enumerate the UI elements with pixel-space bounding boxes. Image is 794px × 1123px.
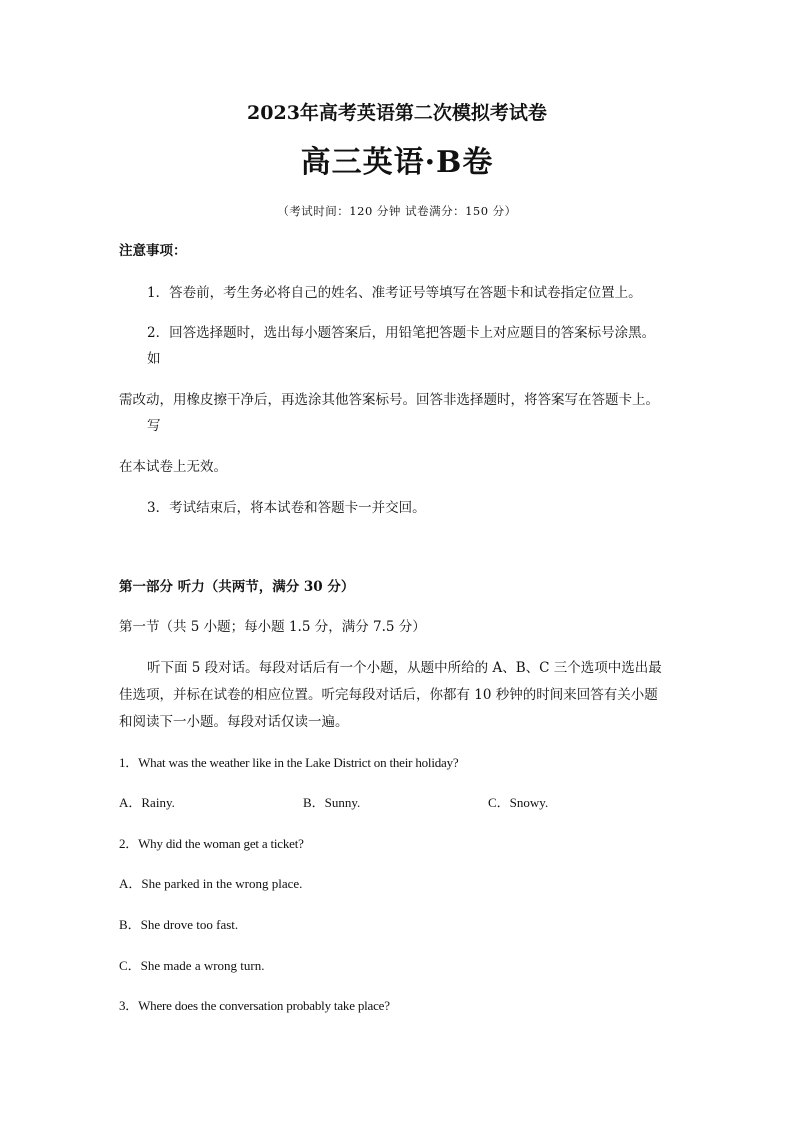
question-2-stem: 2．Why did the woman get a ticket? [119, 836, 304, 851]
instructions-line-3: 和阅读下一小题。每段对话仅读一遍。 [119, 714, 349, 730]
section1-heading: 第一节（共 5 小题；每小题 1.5 分，满分 7.5 分） [119, 619, 426, 635]
part1-heading: 第一部分 听力（共两节，满分 30 分） [119, 579, 355, 595]
note-item-2-line-3: 需改动，用橡皮擦干净后，再选涂其他答案标号。回答非选择题时，将答案写在答题卡上。 [119, 392, 659, 408]
question-1-stem: 1．What was the weather like in the Lake District on their holiday? [119, 755, 459, 770]
question-1-option-a: A．Rainy. [119, 795, 175, 810]
instructions-line-1: 听下面 5 段对话。每段对话后有一个小题，从题中所给的 A、B、C 三个选项中选出最 [147, 660, 662, 676]
question-1-option-b: B．Sunny. [303, 795, 361, 810]
exam-title: 2023年高考英语第二次模拟考试卷 [247, 102, 547, 124]
paper-title: 高三英语·B卷 [300, 145, 494, 180]
instructions-line-2: 佳选项，并标在试卷的相应位置。听完每段对话后，你都有 10 秒钟的时间来回答有关小题 [119, 687, 658, 703]
question-2-option-b: B．She drove too fast. [119, 917, 239, 932]
note-item-2-line-2: 如 [147, 351, 161, 367]
note-item-2-line-1: 2．回答选择题时，选出每小题答案后，用铅笔把答题卡上对应题目的答案标号涂黑。 [147, 325, 656, 341]
notes-heading: 注意事项： [119, 243, 187, 259]
exam-info: （考试时间：120 分钟 试卷满分：150 分） [277, 204, 517, 218]
question-1-option-c: C．Snowy. [488, 795, 549, 810]
note-item-1: 1．答卷前，考生务必将自己的姓名、准考证号等填写在答题卡和试卷指定位置上。 [147, 285, 642, 301]
question-2-option-c: C．She made a wrong turn. [119, 958, 265, 973]
note-item-2-line-5: 在本试卷上无效。 [119, 459, 227, 475]
note-item-3: 3．考试结束后，将本试卷和答题卡一并交回。 [147, 500, 426, 516]
question-3-stem: 3．Where does the conversation probably take place? [119, 998, 390, 1013]
question-2-option-a: A．She parked in the wrong place. [119, 876, 303, 891]
note-item-2-line-4: 写 [147, 418, 161, 434]
